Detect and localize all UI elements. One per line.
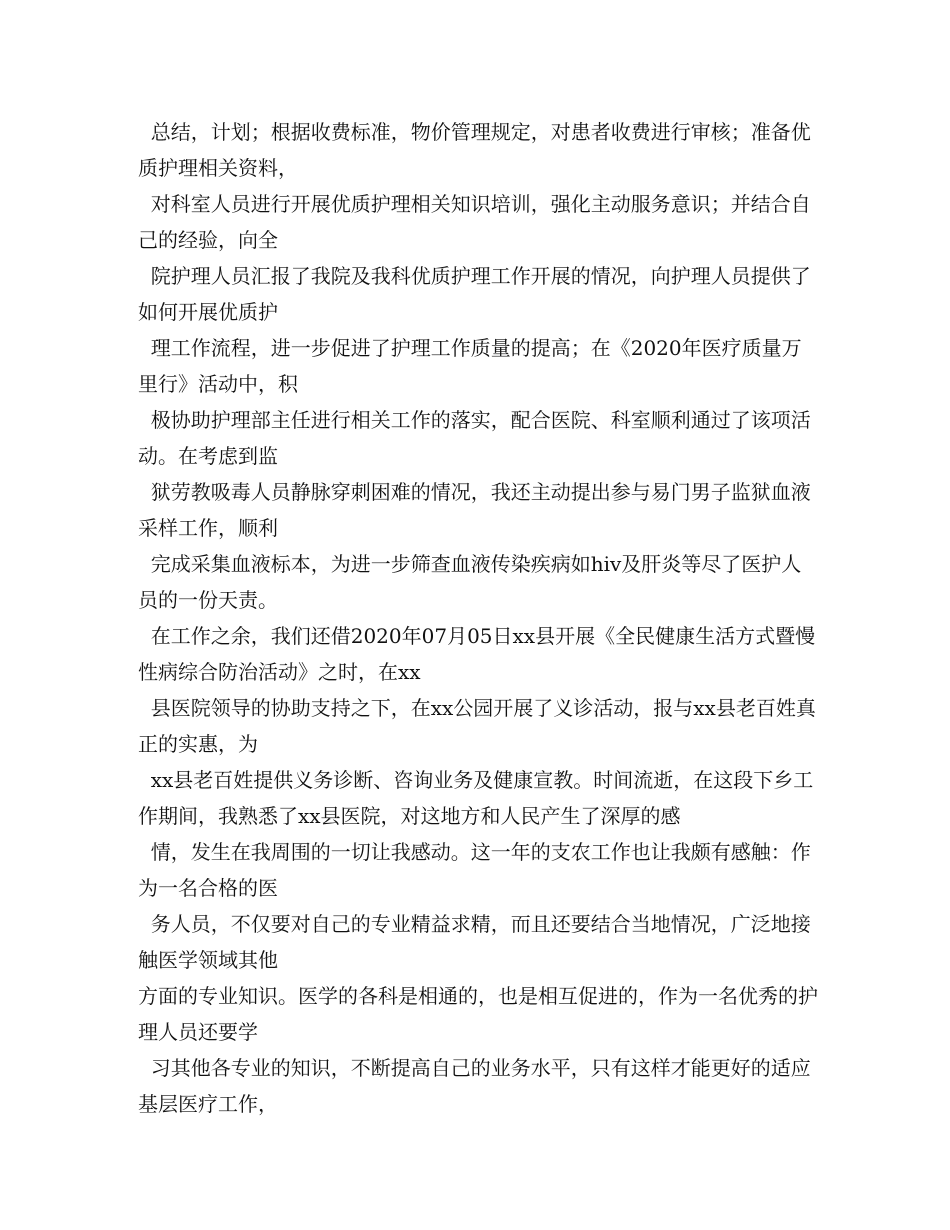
- paragraph-3: 院护理人员汇报了我院及我科优质护理工作开展的情况，向护理人员提供了如何开展优质护: [138, 264, 811, 324]
- paragraph-2: 对科室人员进行开展优质护理相关知识培训，强化主动服务意识；并结合自己的经验，向全: [138, 192, 811, 252]
- paragraph-12: 务人员，不仅要对自己的专业精益求精，而且还要结合当地情况，广泛地接触医学领域其他: [138, 912, 811, 972]
- paragraph-1: 总结，计划；根据收费标准，物价管理规定，对患者收费进行审核；准备优质护理相关资料，: [138, 120, 811, 180]
- paragraph-14: 习其他各专业的知识，不断提高自己的业务水平，只有这样才能更好的适应基层医疗工作，: [138, 1056, 811, 1116]
- paragraph-4: 理工作流程，进一步促进了护理工作质量的提高；在《2020年医疗质量万里行》活动中，积: [138, 336, 802, 396]
- paragraph-11: 情，发生在我周围的一切让我感动。这一年的支农工作也让我颇有感触：作为一名合格的医: [138, 840, 811, 900]
- paragraph-8: 在工作之余，我们还借2020年07月05日xx县开展《全民健康生活方式暨慢性病综合防治活动》之时，在xx: [138, 624, 816, 684]
- paragraph-7: 完成采集血液标本，为进一步筛查血液传染疾病如hiv及肝炎等尽了医护人员的一份天责。: [138, 552, 802, 612]
- paragraph-10: xx县老百姓提供义务诊断、咨询业务及健康宣教。时间流逝，在这段下乡工作期间，我熟悉了xx县医院，对这地方和人民产生了深厚的感: [138, 768, 814, 828]
- paragraph-13: 方面的专业知识。医学的各科是相通的，也是相互促进的，作为一名优秀的护理人员还要学: [138, 984, 818, 1044]
- paragraph-5: 极协助护理部主任进行相关工作的落实，配合医院、科室顺利通过了该项活动。在考虑到监: [138, 408, 811, 468]
- paragraph-6: 狱劳教吸毒人员静脉穿刺困难的情况，我还主动提出参与易门男子监狱血液采样工作，顺利: [138, 480, 811, 540]
- document-body: [138, 114, 818, 1122]
- paragraph-9: 县医院领导的协助支持之下，在xx公园开展了义诊活动，报与xx县老百姓真正的实惠，为: [138, 696, 816, 756]
